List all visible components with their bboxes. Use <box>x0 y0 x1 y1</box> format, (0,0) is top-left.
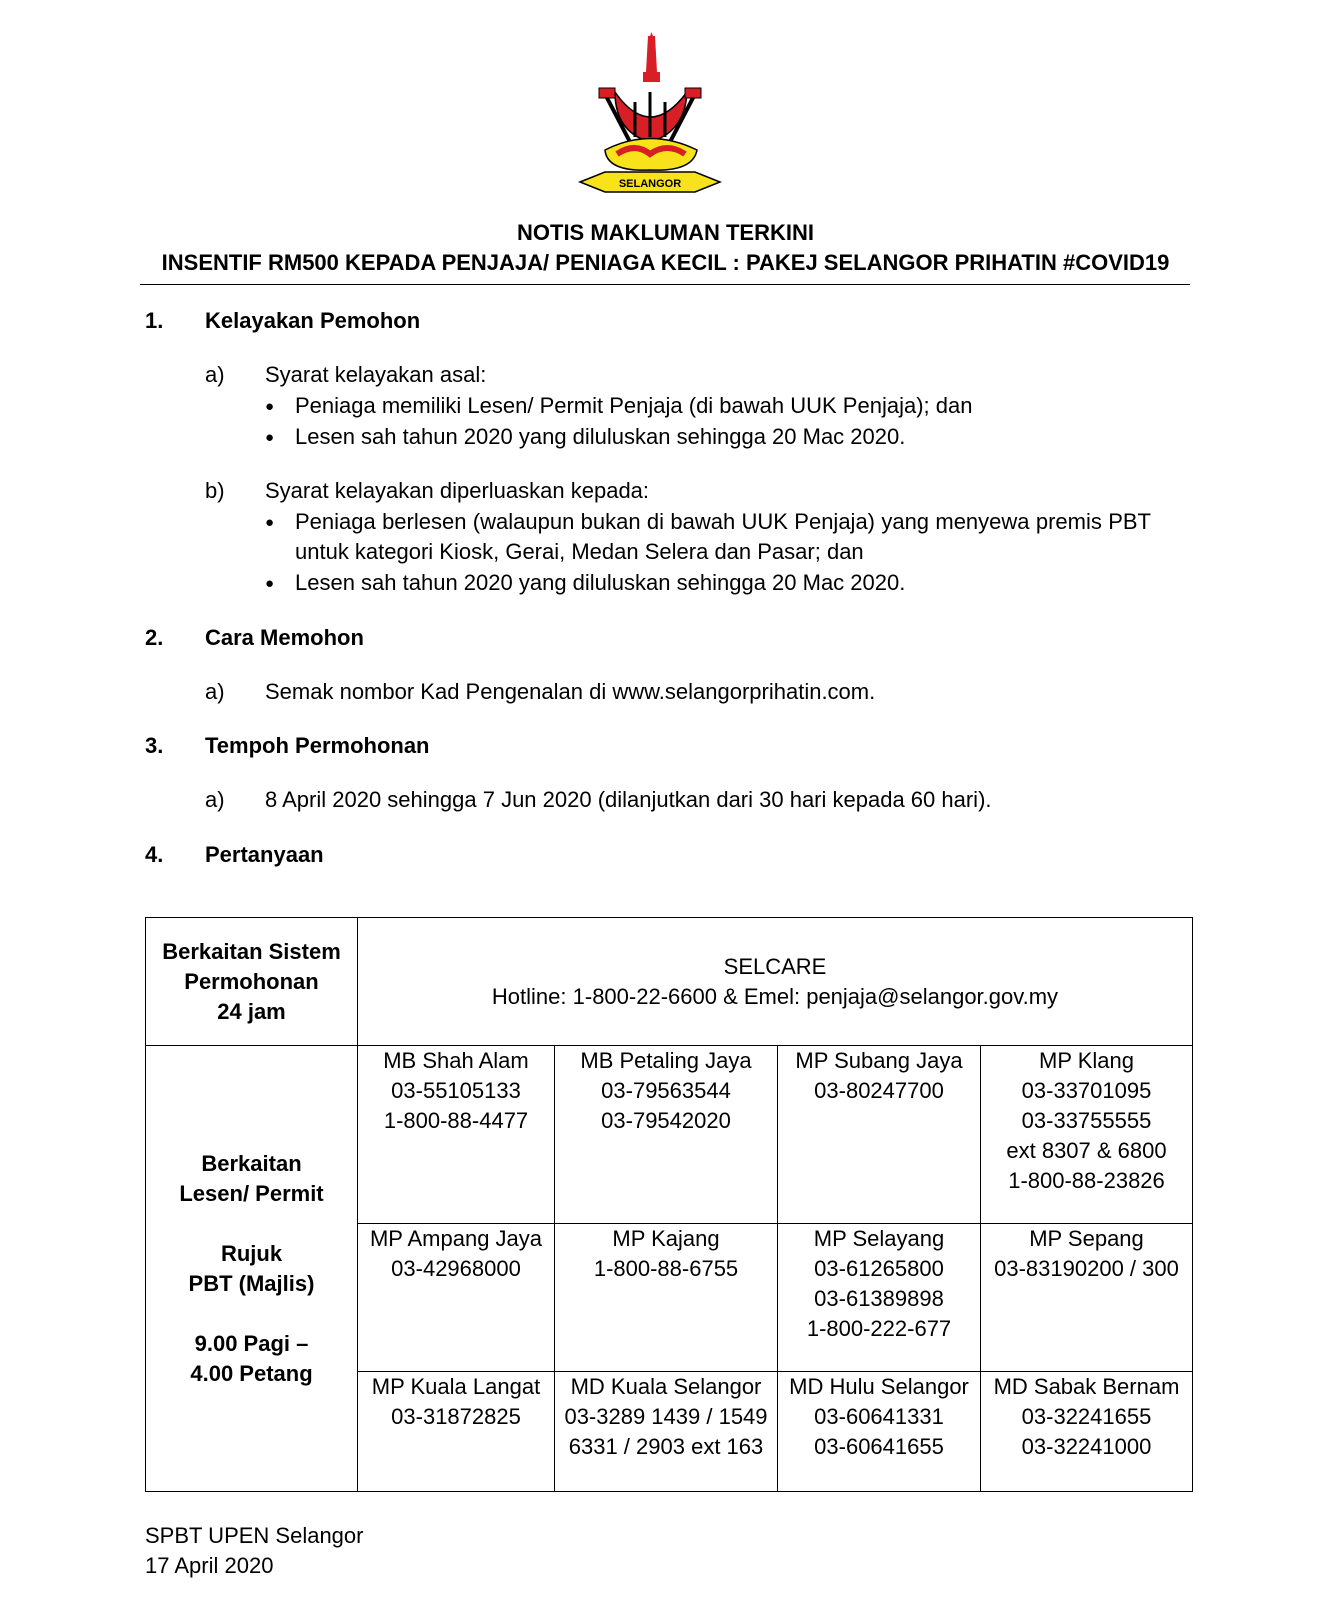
council-name: MD Hulu Selangor <box>789 1374 969 1399</box>
selcare-name: SELCARE <box>723 953 827 979</box>
council-cell <box>555 1046 778 1224</box>
bullet-icon: ● <box>265 514 275 531</box>
council-name: MP Kajang <box>612 1226 720 1251</box>
section-2-number: 2. <box>145 625 164 650</box>
svg-text:SELANGOR: SELANGOR <box>618 178 682 190</box>
selcare-contact-cell <box>358 918 1193 1046</box>
bullet-text: Lesen sah tahun 2020 yang diluluskan sehingga 20 Mac 2020. <box>295 424 906 449</box>
council-phone: 1-800-222-677 <box>806 1316 952 1341</box>
bullet-text: Peniaga berlesen (walaupun bukan di bawah UUK Penjaja) yang menyewa premis PBT <box>295 509 1151 534</box>
footer-date: 17 April 2020 <box>145 1553 274 1578</box>
council-name: MP Sepang <box>1029 1226 1144 1251</box>
council-phone: 1-800-88-4477 <box>383 1108 529 1133</box>
item-label: a) <box>205 679 225 704</box>
item-label: a) <box>205 362 225 387</box>
council-cell <box>778 1224 981 1372</box>
council-phone: 03-33755555 <box>1021 1108 1152 1133</box>
council-cell <box>555 1372 778 1492</box>
council-name: MP Klang <box>1039 1048 1134 1073</box>
section-4-number: 4. <box>145 842 164 867</box>
bullet-text: Peniaga memiliki Lesen/ Permit Penjaja (di bawah UUK Penjaja); dan <box>295 393 973 418</box>
council-cell <box>778 1372 981 1492</box>
council-phone: 03-32241000 <box>1021 1434 1152 1459</box>
council-phone: ext 8307 & 6800 <box>1006 1138 1167 1163</box>
council-phone: 03-79542020 <box>601 1108 731 1133</box>
system-enquiry-label: Berkaitan Sistem Permohonan 24 jam <box>146 918 358 1046</box>
council-cell <box>358 1046 555 1224</box>
notice-title: NOTIS MAKLUMAN TERKINI <box>517 220 814 245</box>
bullet-icon: ● <box>265 575 275 592</box>
council-phone: 03-31872825 <box>391 1404 521 1429</box>
notice-subtitle: INSENTIF RM500 KEPADA PENJAJA/ PENIAGA KECIL : PAKEJ SELANGOR PRIHATIN #COVID19 <box>161 250 1170 275</box>
item-text: Syarat kelayakan diperluaskan kepada: <box>265 478 650 503</box>
council-name: MB Shah Alam <box>383 1048 529 1073</box>
council-phone: 03-33701095 <box>1021 1078 1152 1103</box>
council-phone: 6331 / 2903 ext 163 <box>568 1434 764 1459</box>
section-2-heading: Cara Memohon <box>205 625 364 650</box>
section-4-heading: Pertanyaan <box>205 842 324 867</box>
selangor-crest-logo <box>575 32 725 202</box>
license-enquiry-label: Berkaitan Lesen/ Permit Rujuk PBT (Majlis) 9.00 Pagi – 4.00 Petang <box>146 1046 358 1492</box>
council-name: MP Ampang Jaya <box>369 1226 543 1251</box>
council-name: MD Sabak Bernam <box>993 1374 1180 1399</box>
bullet-text-continued: untuk kategori Kiosk, Gerai, Medan Selera dan Pasar; dan <box>295 539 864 564</box>
council-name: MP Subang Jaya <box>795 1048 963 1073</box>
council-cell <box>981 1224 1193 1372</box>
council-cell <box>981 1046 1193 1224</box>
bullet-text: Lesen sah tahun 2020 yang diluluskan sehingga 20 Mac 2020. <box>295 570 906 595</box>
council-cell <box>358 1372 555 1492</box>
council-phone: 03-80247700 <box>814 1078 944 1103</box>
item-text: Syarat kelayakan asal: <box>265 362 487 387</box>
council-name: MB Petaling Jaya <box>580 1048 752 1073</box>
footer-org: SPBT UPEN Selangor <box>145 1523 364 1548</box>
bullet-icon: ● <box>265 429 275 446</box>
council-phone: 1-800-88-6755 <box>593 1256 739 1281</box>
bullet-icon: ● <box>265 398 275 415</box>
council-cell <box>778 1046 981 1224</box>
council-name: MP Selayang <box>813 1226 945 1251</box>
council-phone: 1-800-88-23826 <box>1008 1168 1165 1193</box>
council-phone: 03-55105133 <box>391 1078 521 1103</box>
council-cell <box>555 1224 778 1372</box>
section-1-heading: Kelayakan Pemohon <box>205 308 421 333</box>
section-1-number: 1. <box>145 308 164 333</box>
council-phone: 03-83190200 / 300 <box>994 1256 1179 1281</box>
council-name: MD Kuala Selangor <box>570 1374 762 1399</box>
title-underline <box>140 284 1190 285</box>
council-cell <box>981 1372 1193 1492</box>
enquiry-table <box>145 917 1193 1492</box>
council-phone: 03-32241655 <box>1021 1404 1152 1429</box>
selcare-hotline: Hotline: 1-800-22-6600 & Emel: penjaja@selangor.gov.my <box>491 983 1059 1009</box>
item-text: Semak nombor Kad Pengenalan di www.selangorprihatin.com. <box>265 679 876 704</box>
council-phone: 03-60641655 <box>814 1434 944 1459</box>
item-label: b) <box>205 478 225 503</box>
council-phone: 03-61389898 <box>814 1286 944 1311</box>
council-phone: 03-79563544 <box>601 1078 731 1103</box>
item-text: 8 April 2020 sehingga 7 Jun 2020 (dilanjutkan dari 30 hari kepada 60 hari). <box>265 787 992 812</box>
council-phone: 03-3289 1439 / 1549 <box>564 1404 768 1429</box>
council-cell <box>358 1224 555 1372</box>
council-phone: 03-60641331 <box>814 1404 944 1429</box>
council-phone: 03-61265800 <box>814 1256 944 1281</box>
section-3-heading: Tempoh Permohonan <box>205 733 430 758</box>
council-phone: 03-42968000 <box>391 1256 521 1281</box>
item-label: a) <box>205 787 225 812</box>
section-3-number: 3. <box>145 733 164 758</box>
council-name: MP Kuala Langat <box>371 1374 541 1399</box>
